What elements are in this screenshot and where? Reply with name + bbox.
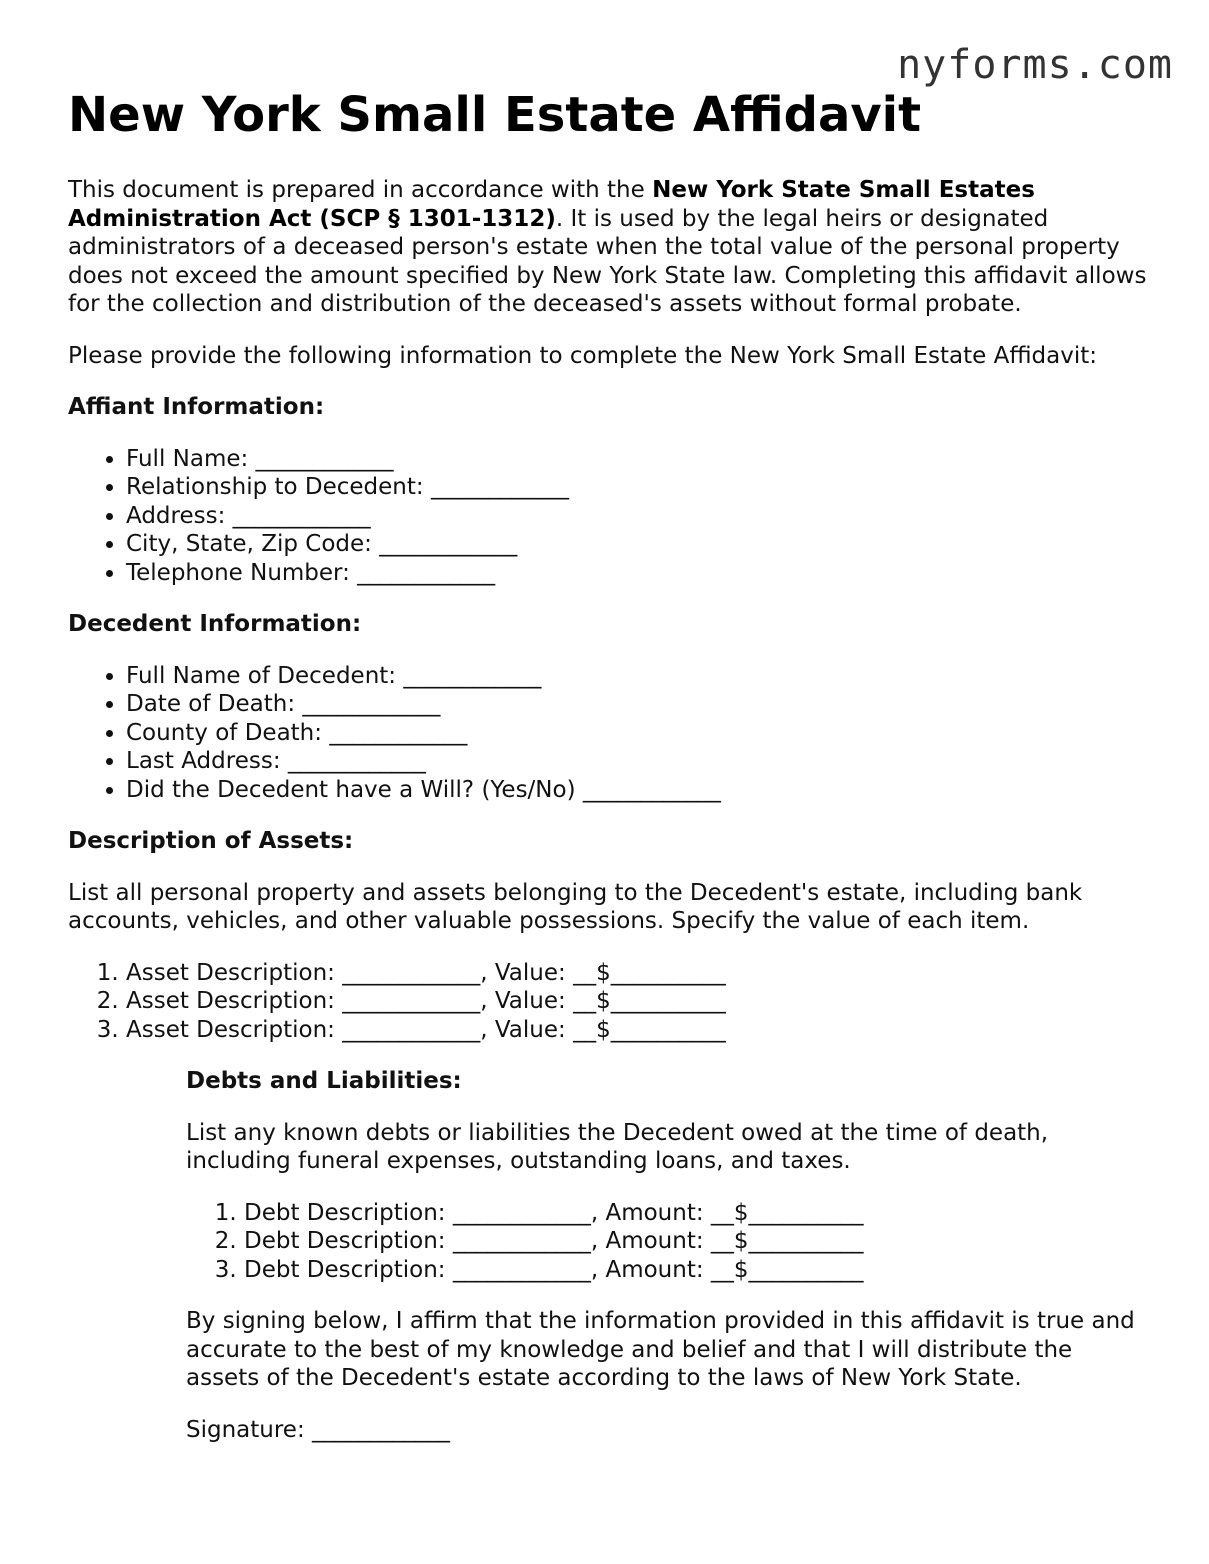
- document-title: New York Small Estate Affidavit: [68, 87, 922, 143]
- intro-text-start: This document is prepared in accordance with the: [68, 177, 653, 203]
- intro-paragraph: [68, 176, 1148, 319]
- intro-act-name: New York State Small Estates Administration Act (SCP § 1301-1312): [68, 177, 1035, 232]
- signature-line: Signature: ____________: [186, 1416, 451, 1443]
- affiant-full-name-field: • Full Name: ____________: [126, 445, 1148, 474]
- affirmation-text: By signing below, I affirm that the information provided in this affidavit is true and accurate to the best of my knowledge and belief and that I will distribute the assets of the Decedent's estate according to the laws of New York State.: [186, 1308, 1135, 1391]
- affiant-telephone-field: • Telephone Number: ____________: [126, 559, 1148, 588]
- debts-description: List any known debts or liabilities the Decedent owed at the time of death, including funeral expenses, outstanding loans, and taxes.: [186, 1119, 1049, 1174]
- asset-item: 2. Asset Description: ____________, Value: __$__________: [126, 987, 1148, 1016]
- site-watermark: nyforms.com: [897, 42, 1173, 88]
- document-page: [68, 86, 1148, 1444]
- debts-section: [186, 1067, 1148, 1444]
- affiant-address-field: • Address: ____________: [126, 502, 1148, 531]
- debt-item: 3. Debt Description: ____________, Amount: __$__________: [244, 1256, 1148, 1285]
- affiant-relationship-field: • Relationship to Decedent: ____________: [126, 473, 1148, 502]
- decedent-county-field: • County of Death: ____________: [126, 719, 1148, 748]
- asset-item: 3. Asset Description: ____________, Value: __$__________: [126, 1016, 1148, 1045]
- affiant-list: [68, 445, 1148, 588]
- decedent-date-of-death-field: • Date of Death: ____________: [126, 690, 1148, 719]
- intro-text-end: . It is used by the legal heirs or designated administrators of a deceased person's estate when the total value of the personal property does not exceed the amount specified by New York State law. Completing this affidavit allows for the collection and distribution of the deceased's assets without formal probate.: [68, 205, 1147, 317]
- affiant-city-state-zip-field: • City, State, Zip Code: ____________: [126, 530, 1148, 559]
- asset-item: 1. Asset Description: ____________, Value: __$__________: [126, 959, 1148, 988]
- assets-list: [68, 959, 1148, 1045]
- decedent-will-field: • Did the Decedent have a Will? (Yes/No) ____________: [126, 776, 1148, 805]
- decedent-heading: Decedent Information:: [68, 611, 362, 637]
- debt-item: 1. Debt Description: ____________, Amount: __$__________: [244, 1199, 1148, 1228]
- affiant-heading: Affiant Information:: [68, 394, 325, 420]
- debt-item: 2. Debt Description: ____________, Amount: __$__________: [244, 1227, 1148, 1256]
- debts-list: [186, 1199, 1148, 1285]
- decedent-last-address-field: • Last Address: ____________: [126, 747, 1148, 776]
- instruction-text: Please provide the following information to complete the New York Small Estate Affidavit:: [68, 342, 1098, 369]
- decedent-list: [68, 662, 1148, 805]
- assets-heading: Description of Assets:: [68, 828, 354, 854]
- assets-description: List all personal property and assets belonging to the Decedent's estate, including bank accounts, vehicles, and other valuable possessions. Specify the value of each item.: [68, 879, 1083, 934]
- debts-heading: Debts and Liabilities:: [186, 1068, 462, 1094]
- decedent-full-name-field: • Full Name of Decedent: ____________: [126, 662, 1148, 691]
